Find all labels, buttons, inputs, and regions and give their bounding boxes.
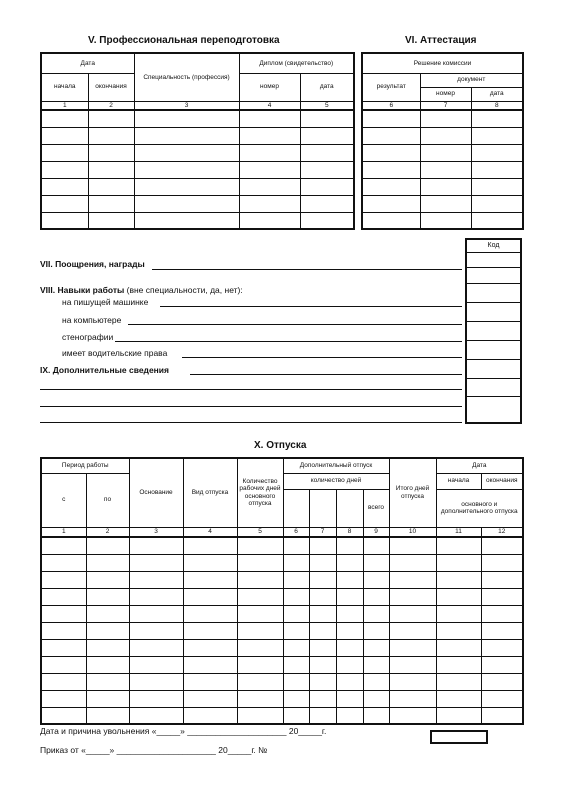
header-number: номер: [239, 73, 300, 101]
header-result: результат: [362, 73, 420, 101]
table-row[interactable]: [41, 110, 354, 127]
table-row[interactable]: [362, 161, 523, 178]
section6-title: VI. Аттестация: [405, 35, 477, 46]
table-row[interactable]: [41, 673, 523, 690]
col-number: 6: [362, 101, 420, 110]
code-header: Код: [467, 240, 520, 253]
table-row[interactable]: [41, 144, 354, 161]
header-type: Вид отпуска: [183, 458, 237, 527]
col-number: 12: [481, 527, 523, 537]
section9-title: IX. Дополнительные сведения: [40, 365, 169, 375]
header-additional: Дополнительный отпуск: [283, 458, 389, 473]
header-start: начала: [436, 473, 481, 489]
table-row[interactable]: [41, 622, 523, 639]
col-number: 3: [129, 527, 183, 537]
header-decision: Решение комиссии: [362, 53, 523, 73]
col-number: 2: [88, 101, 134, 110]
skill-driving-line[interactable]: [182, 357, 462, 358]
col-number: 3: [134, 101, 239, 110]
table-row[interactable]: [362, 212, 523, 229]
skill-shorthand-label: стенографии: [62, 332, 114, 342]
header-document: документ: [420, 73, 523, 87]
table-row[interactable]: [41, 127, 354, 144]
header-diploma-date: дата: [300, 73, 354, 101]
col-number: 1: [41, 527, 86, 537]
attestation-table: [361, 52, 524, 230]
col-number: 5: [237, 527, 283, 537]
header-end: окончания: [481, 473, 523, 489]
header-main-additional: основного и дополнительного отпуска: [436, 489, 523, 527]
table-row[interactable]: [41, 639, 523, 656]
additional-line[interactable]: [40, 389, 462, 390]
table-row[interactable]: [41, 537, 523, 554]
header-basis: Основание: [129, 458, 183, 527]
skill-typewriter-label: на пишущей машинке: [62, 297, 149, 307]
code-column: [465, 238, 522, 424]
table-row[interactable]: [41, 605, 523, 622]
table-row[interactable]: [41, 656, 523, 673]
header-to: по: [86, 473, 129, 527]
table-row[interactable]: [41, 195, 354, 212]
header-diploma: Диплом (свидетельство): [239, 53, 354, 73]
skill-shorthand-line[interactable]: [115, 341, 462, 342]
header-period: Период работы: [41, 458, 129, 473]
table-row[interactable]: [362, 195, 523, 212]
additional-line[interactable]: [40, 406, 462, 407]
table-row[interactable]: [41, 161, 354, 178]
section8-title: VIII. Навыки работы (вне специальности, да, нет):: [40, 285, 243, 295]
header-workdays: Количество рабочих дней основного отпуска: [237, 458, 283, 527]
section10-title: X. Отпуска: [254, 440, 307, 451]
skill-computer-label: на компьютере: [62, 315, 122, 325]
header-specialty: Специальность (профессия): [134, 53, 239, 101]
table-row[interactable]: [41, 212, 354, 229]
col-number: 11: [436, 527, 481, 537]
table-row[interactable]: [362, 144, 523, 161]
table-row[interactable]: [41, 707, 523, 724]
col-number: 6: [283, 527, 309, 537]
header-date: Дата: [436, 458, 523, 473]
col-number: 7: [309, 527, 336, 537]
section5-title: V. Профессиональная переподготовка: [88, 35, 280, 46]
header-total: Итого дней отпуска: [389, 458, 436, 527]
dismissal-order[interactable]: Приказ от «_____» _____________________ 20_____г. №: [40, 745, 268, 755]
awards-line[interactable]: [152, 269, 462, 270]
table-row[interactable]: [41, 554, 523, 571]
table-row[interactable]: [41, 588, 523, 605]
header-date: Дата: [41, 53, 134, 73]
header-end: окончания: [88, 73, 134, 101]
vacation-table: [40, 457, 524, 725]
col-number: 5: [300, 101, 354, 110]
additional-line[interactable]: [40, 422, 462, 423]
section7-title: VII. Поощрения, награды: [40, 259, 145, 269]
header-doc-number: номер: [420, 87, 471, 101]
col-number: 10: [389, 527, 436, 537]
header-daycount: количество дней: [283, 473, 389, 489]
table-row[interactable]: [362, 110, 523, 127]
col-number: 4: [239, 101, 300, 110]
header-doc-date: дата: [471, 87, 523, 101]
col-number: 2: [86, 527, 129, 537]
additional-line[interactable]: [190, 374, 462, 375]
col-number: 7: [420, 101, 471, 110]
skill-computer-line[interactable]: [128, 324, 462, 325]
signature-box[interactable]: [430, 730, 488, 744]
table-row[interactable]: [41, 178, 354, 195]
col-number: 4: [183, 527, 237, 537]
header-from: с: [41, 473, 86, 527]
col-number: 9: [363, 527, 389, 537]
table-row[interactable]: [362, 178, 523, 195]
header-total-additional: всего: [363, 489, 389, 527]
skill-typewriter-line[interactable]: [160, 306, 462, 307]
retraining-table: [40, 52, 355, 230]
table-row[interactable]: [41, 571, 523, 588]
table-row[interactable]: [41, 690, 523, 707]
col-number: 8: [471, 101, 523, 110]
col-number: 8: [336, 527, 363, 537]
table-row[interactable]: [362, 127, 523, 144]
col-number: 1: [41, 101, 88, 110]
dismissal-date-reason[interactable]: Дата и причина увольнения «_____» _____________________ 20_____г.: [40, 726, 327, 736]
header-start: начала: [41, 73, 88, 101]
skill-driving-label: имеет водительские права: [62, 348, 168, 358]
